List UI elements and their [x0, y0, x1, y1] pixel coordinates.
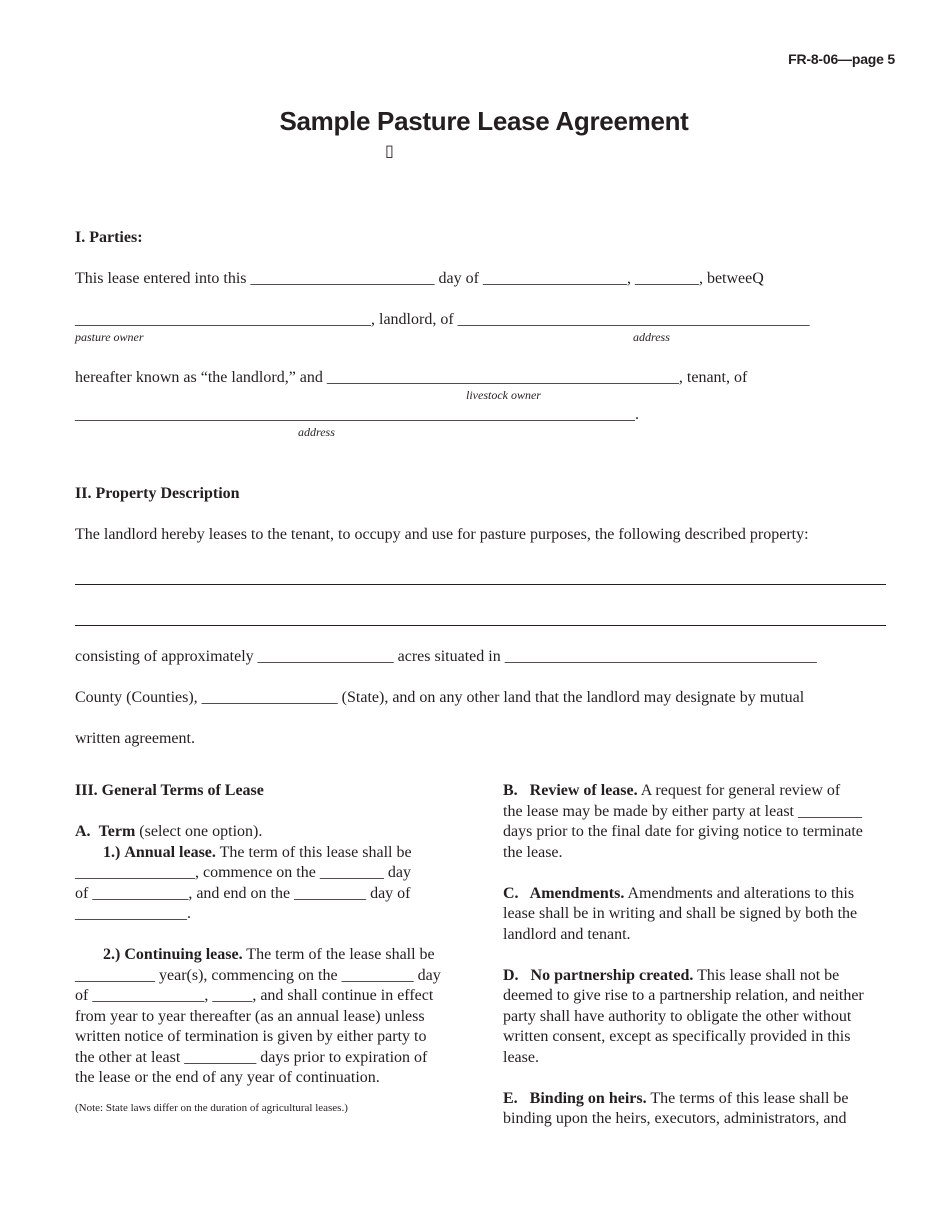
terms-right-column [503, 781, 903, 1130]
property-acres-line: consisting of approximately _________________ acres situated in _______________________________________ [75, 648, 817, 665]
property-intro: The landlord hereby leases to the tenant, to occupy and use for pasture purposes, the following described property: [75, 526, 809, 543]
term-c-line-3: landlord and tenant. [503, 925, 631, 943]
term-d-line-5: lease. [503, 1048, 539, 1066]
page-title: Sample Pasture Lease Agreement [279, 106, 689, 136]
term-b-line-3: days prior to the final date for giving notice to terminate [503, 823, 863, 840]
stray-glyph: ▯ [385, 141, 394, 160]
property-blank-line-1 [75, 584, 886, 585]
property-blank-line-2 [75, 625, 886, 626]
continuing-lease-line-4: from year to year thereafter (as an annual lease) unless [75, 1007, 425, 1025]
annual-lease-line-3: of ____________, and end on the _________ day of [75, 884, 411, 902]
term-c-line-2: lease shall be in writing and shall be signed by both the [503, 905, 858, 922]
term-c-line-1: C. Amendments. Amendments and alterations to this [503, 884, 855, 902]
continuing-lease-line-3: of ______________, _____, and shall continue in effect [75, 987, 434, 1004]
label-address-landlord: address [633, 330, 670, 344]
term-d-line-3: party shall have authority to obligate the other without [503, 1007, 852, 1025]
term-b-line-1: B. Review of lease. A request for general review of [503, 782, 841, 799]
label-pasture-owner: pasture owner [75, 330, 144, 344]
term-d-line-2: deemed to give rise to a partnership relation, and neither [503, 987, 864, 1004]
annual-lease-line-2: _______________, commence on the ________ day [75, 864, 411, 881]
term-e-line-2: binding upon the heirs, executors, administrators, and [503, 1110, 847, 1127]
label-address-tenant: address [298, 425, 335, 439]
term-d-line-4: written consent, except as specifically provided in this [503, 1028, 851, 1045]
annual-lease-line-1: 1.) Annual lease. The term of this lease shall be [103, 843, 412, 861]
terms-left-column [75, 781, 475, 1089]
property-written-line: written agreement. [75, 730, 195, 747]
parties-line-3: hereafter known as “the landlord,” and ____________________________________________, tenant, of [75, 369, 748, 386]
label-livestock-owner: livestock owner [466, 388, 541, 402]
parties-line-4: ______________________________________________________________________. [75, 406, 639, 423]
continuing-lease-line-2: __________ year(s), commencing on the _________ day [75, 966, 441, 984]
term-e-line-1: E. Binding on heirs. The terms of this lease shall be [503, 1089, 849, 1107]
continuing-lease-line-6: the other at least _________ days prior to expiration of [75, 1048, 428, 1066]
duration-note: (Note: State laws differ on the duration of agricultural leases.) [75, 1102, 348, 1114]
continuing-lease-line-5: written notice of termination is given by either party to [75, 1028, 427, 1045]
section-heading-parties: I. Parties: [75, 229, 143, 246]
continuing-lease-line-7: the lease or the end of any year of continuation. [75, 1069, 380, 1086]
parties-line-1: This lease entered into this _______________________ day of __________________, ________, betweeQ [75, 270, 764, 287]
term-b-line-2: the lease may be made by either party at least ________ [503, 802, 862, 820]
section-heading-property: II. Property Description [75, 485, 240, 502]
property-county-line: County (Counties), _________________ (State), and on any other land that the landlord may designate by mutual [75, 689, 805, 706]
term-d-line-1: D. No partnership created. This lease shall not be [503, 966, 840, 984]
annual-lease-line-4: ______________. [75, 905, 191, 922]
section-heading-terms: III. General Terms of Lease [75, 782, 264, 799]
continuing-lease-line-1: 2.) Continuing lease. The term of the lease shall be [103, 946, 435, 963]
term-a-heading: A. Term (select one option). [75, 823, 263, 840]
term-b-line-4: the lease. [503, 843, 563, 861]
parties-line-2: _____________________________________, landlord, of ____________________________________________ [75, 311, 810, 328]
form-id: FR-8-06—page 5 [788, 51, 895, 67]
